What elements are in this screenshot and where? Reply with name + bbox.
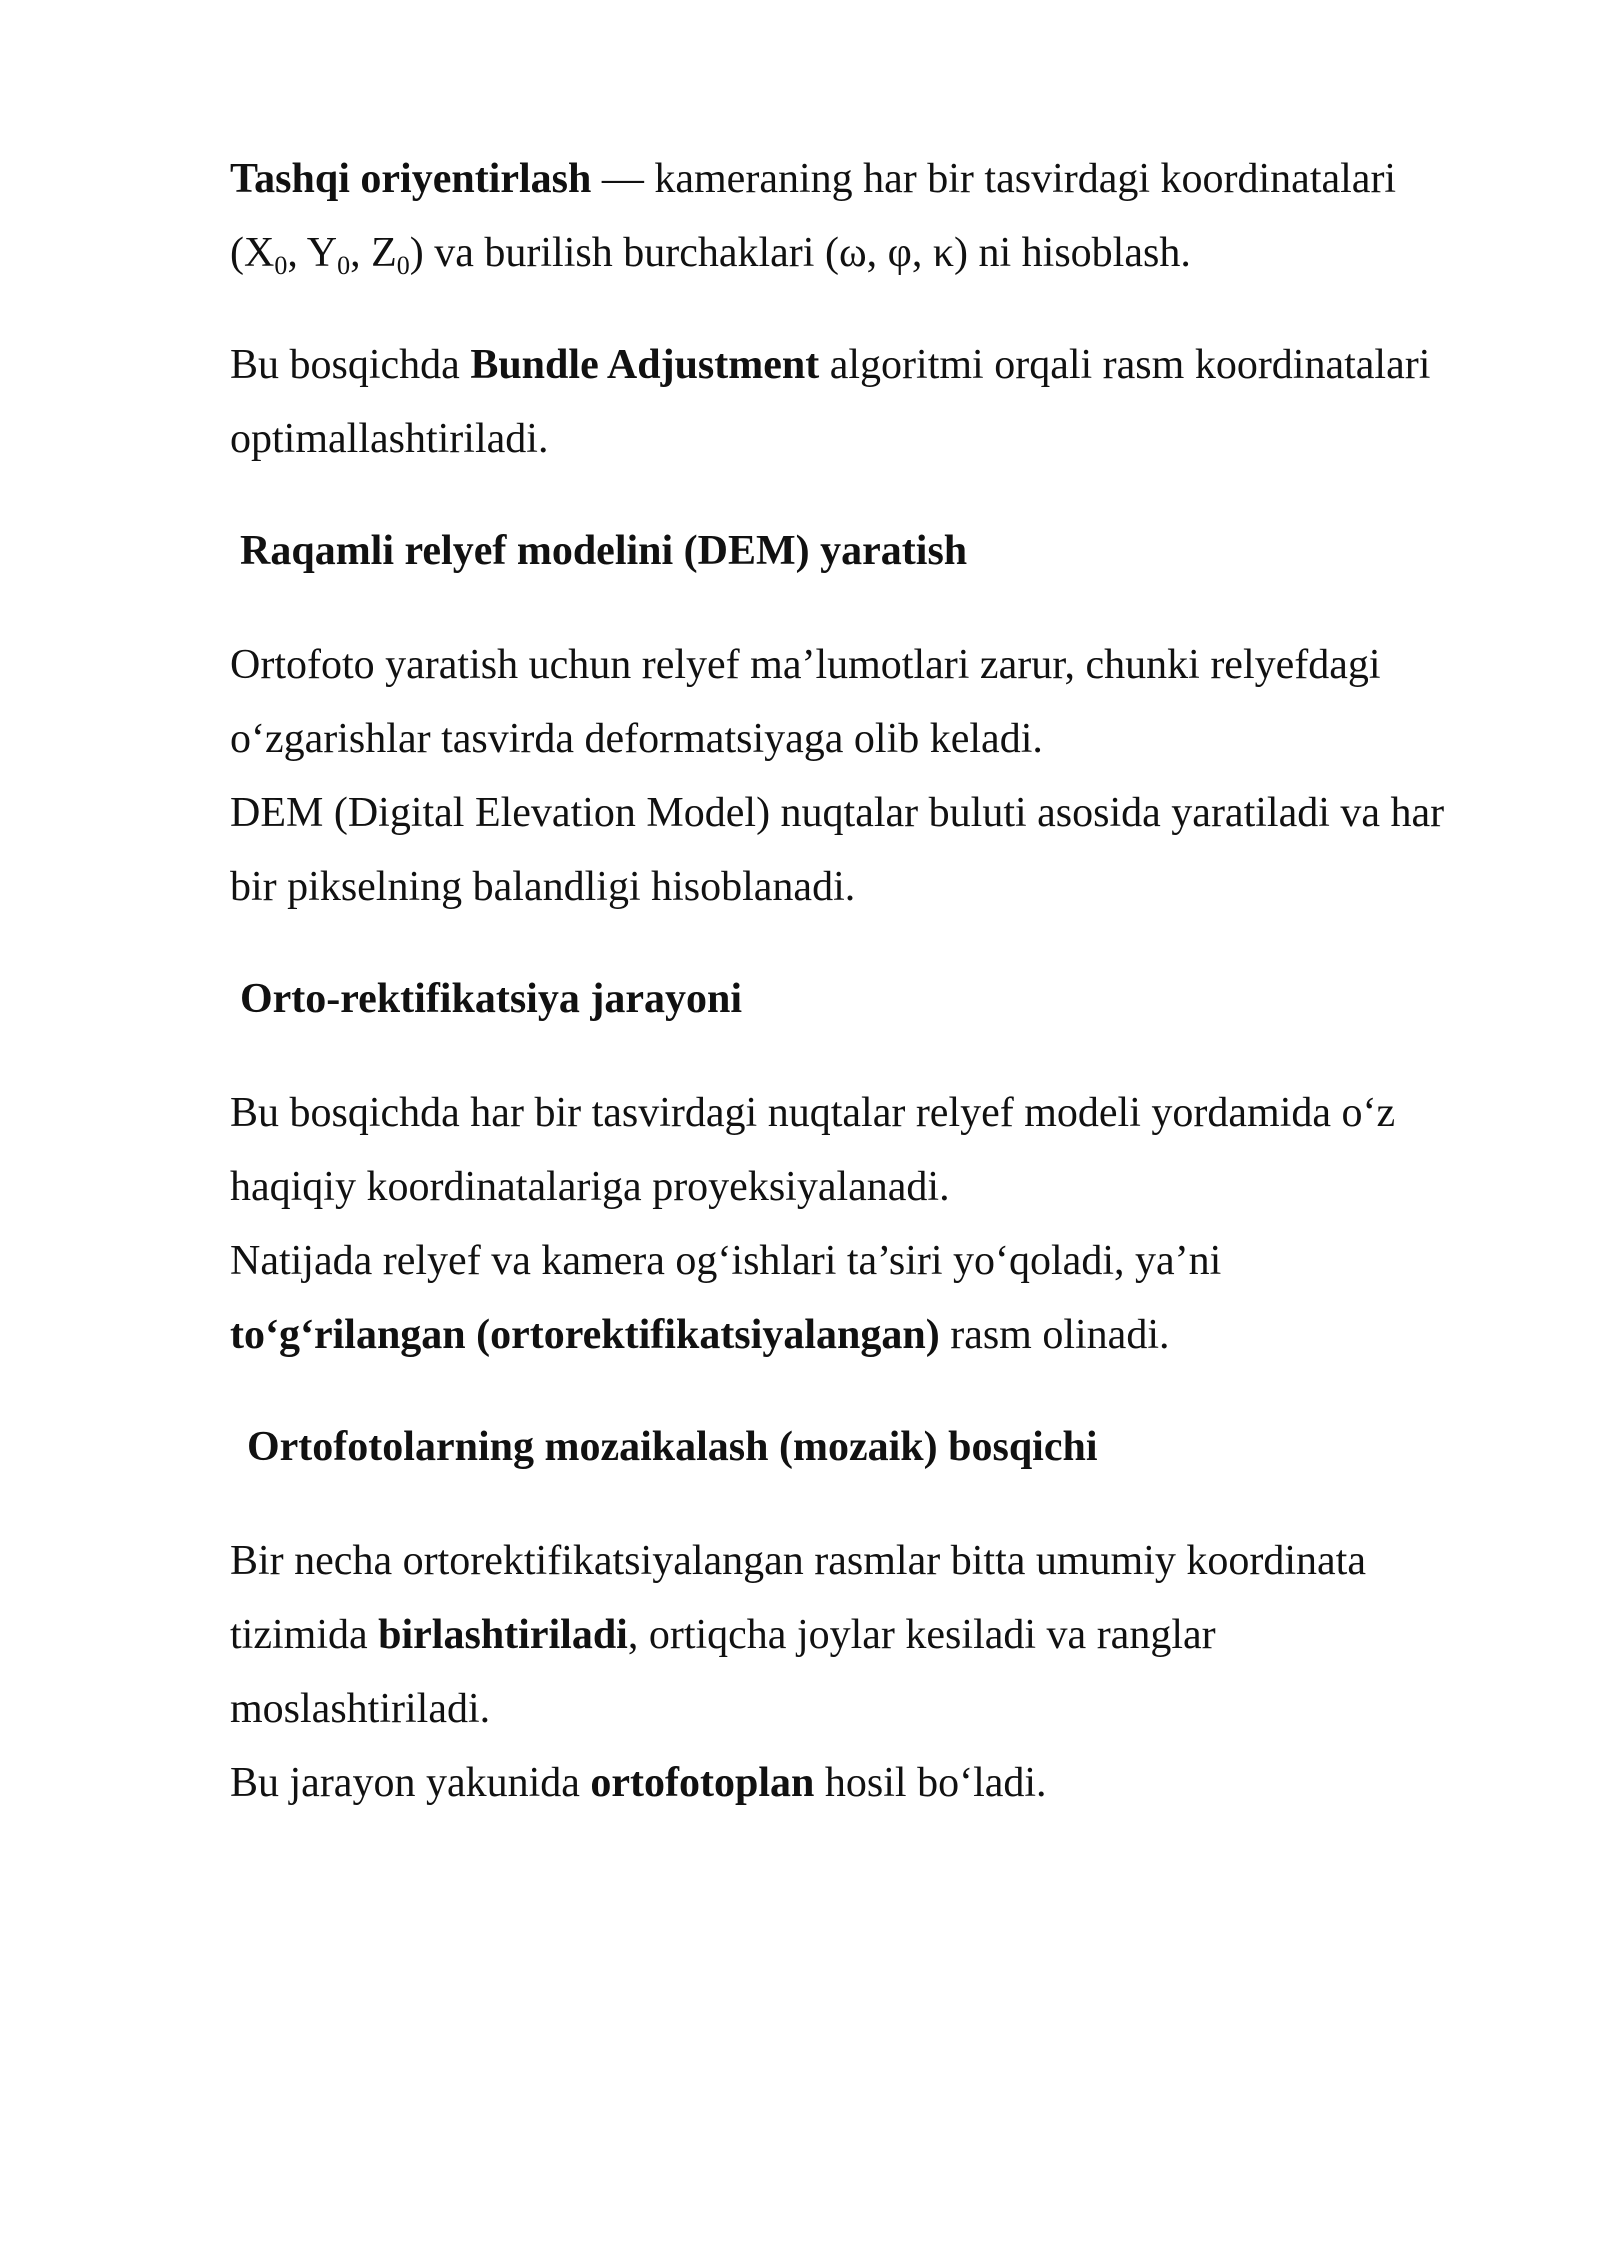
paragraph-bundle-adjustment [230,328,1510,476]
paragraph-line [230,328,1510,402]
text-span: algoritmi orqali rasm koordinatalari [819,342,1431,388]
text-span: , Y [287,230,338,276]
paragraph-line [230,1598,1510,1672]
bold-term: Bundle Adjustment [470,342,820,388]
paragraph-orthorectification [230,1076,1510,1372]
paragraph-line: haqiqiy koordinatalariga proyeksiyalanadi. [230,1164,950,1210]
text-span: Bu bosqichda [230,342,471,388]
paragraph-dem [230,628,1510,924]
bold-term: birlashtiriladi [378,1612,628,1658]
text-span: rasm olinadi. [939,1312,1170,1358]
bold-term: Tashqi oriyentirlash [230,156,592,202]
bold-term: ortofotoplan [590,1760,815,1806]
paragraph-line [230,216,1510,290]
paragraph-line [230,142,1510,216]
paragraph-line: optimallashtiriladi. [230,416,549,462]
text-span: hosil bo‘ladi. [814,1760,1047,1806]
heading-orthorectification: Orto-rektifikatsiya jarayoni [240,976,742,1022]
paragraph-line: moslashtiriladi. [230,1686,491,1732]
paragraph-line: DEM (Digital Elevation Model) nuqtalar buluti asosida yaratiladi va har [230,790,1445,836]
heading-mosaic: Ortofotolarning mozaikalash (mozaik) bosqichi [247,1424,1098,1470]
heading-dem: Raqamli relyef modelini (DEM) yaratish [240,528,968,574]
text-span: , Z [350,230,397,276]
text-span: Bu jarayon yakunida [230,1760,591,1806]
paragraph-line: Bu bosqichda har bir tasvirdagi nuqtalar relyef modeli yordamida o‘z [230,1090,1396,1136]
text-span: (X [230,230,275,276]
paragraph-line: Ortofoto yaratish uchun relyef ma’lumotlari zarur, chunki relyefdagi [230,642,1381,688]
paragraph-line: Bir necha ortorektifikatsiyalangan rasmlar bitta umumiy koordinata [230,1538,1366,1584]
subscript: 0 [337,251,351,280]
text-span: ) va burilish burchaklari (ω, φ, κ) ni hisoblash. [409,230,1191,276]
paragraph-line: Natijada relyef va kamera og‘ishlari ta’siri yo‘qoladi, ya’ni [230,1238,1222,1284]
subscript: 0 [274,251,288,280]
paragraph-line [230,1298,1510,1372]
paragraph-exterior-orientation [230,142,1510,290]
text-span: — kameraning har bir tasvirdagi koordinatalari [591,156,1397,202]
paragraph-mosaic [230,1524,1510,1820]
paragraph-line [230,1746,1510,1820]
text-span: tizimida [230,1612,379,1658]
paragraph-line: o‘zgarishlar tasvirda deformatsiyaga olib keladi. [230,716,1043,762]
subscript: 0 [396,251,410,280]
paragraph-line: bir pikselning balandligi hisoblanadi. [230,864,856,910]
text-span: , ortiqcha joylar kesiladi va ranglar [627,1612,1216,1658]
bold-term: to‘g‘rilangan (ortorektifikatsiyalangan) [230,1312,940,1358]
